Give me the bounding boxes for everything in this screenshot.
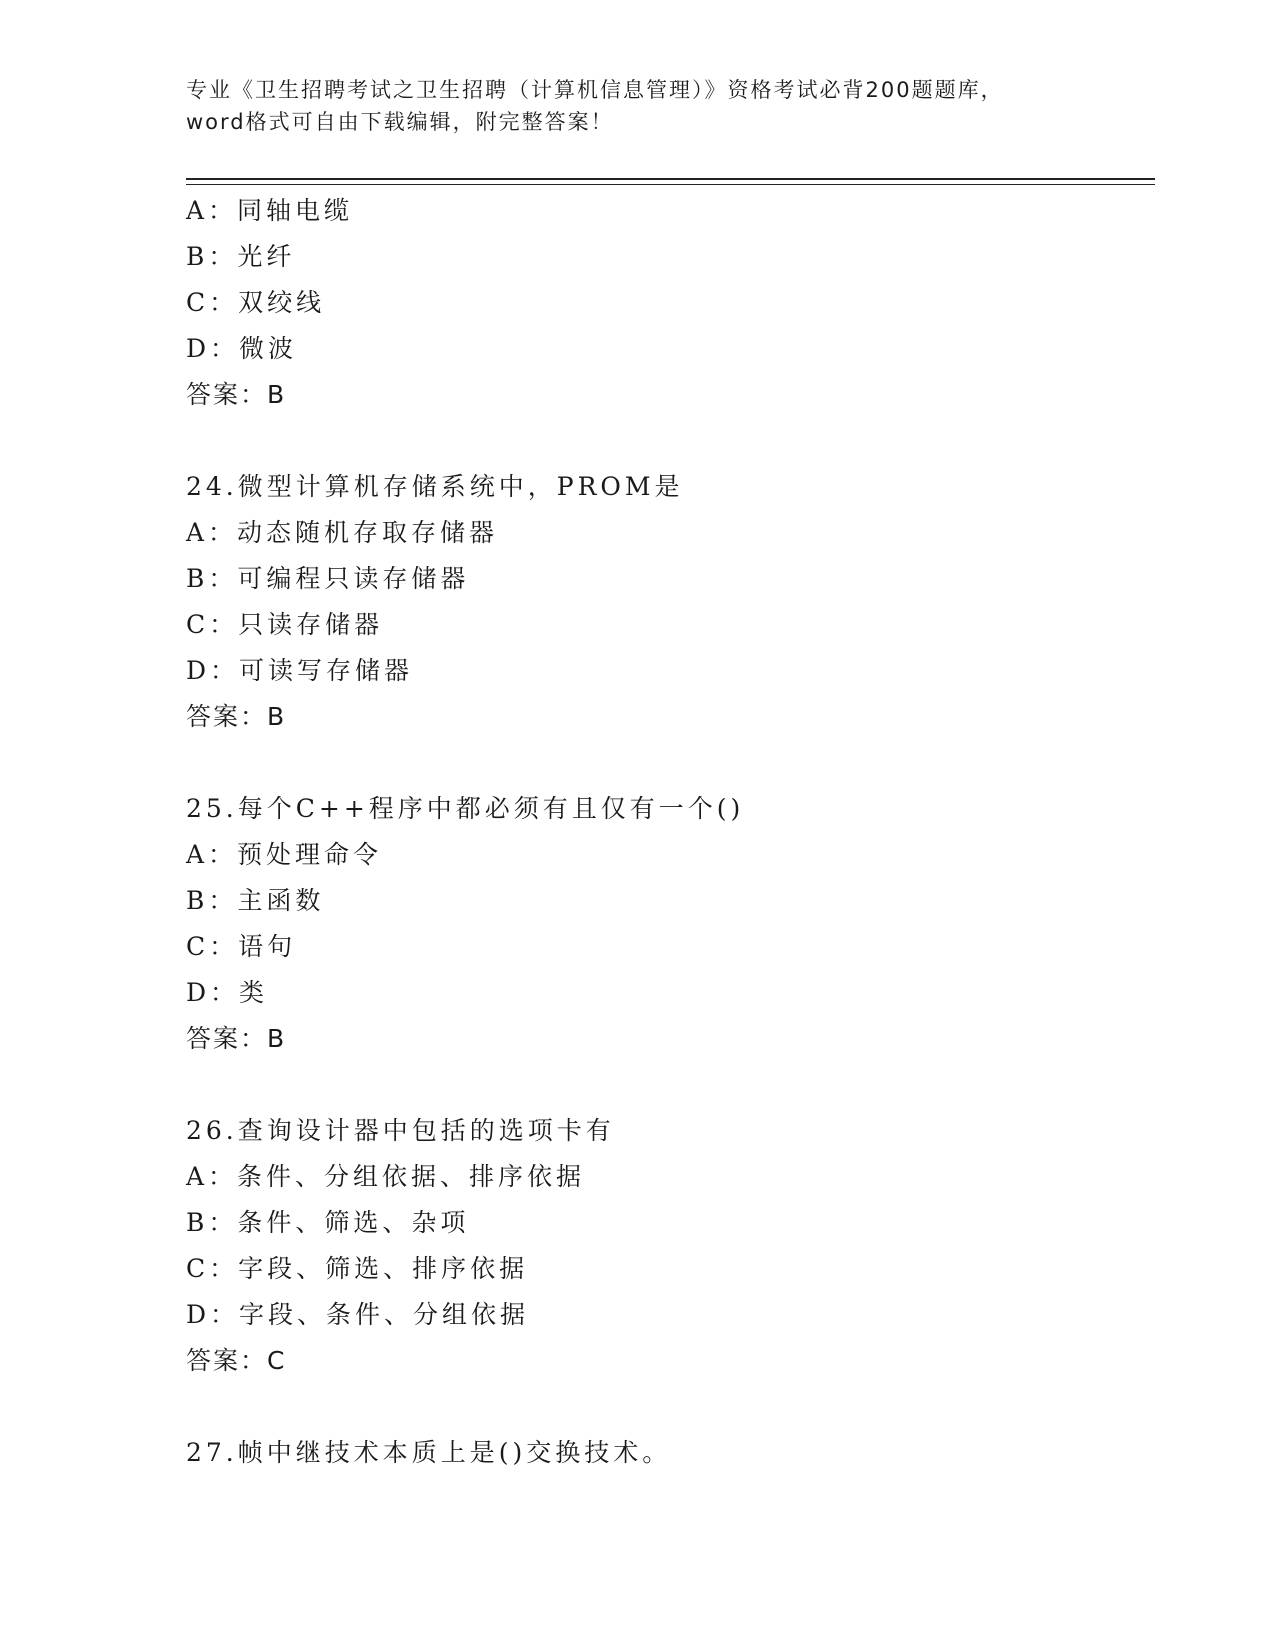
q24-option-a: A：动态随机存取存储器 <box>186 518 499 547</box>
document-header <box>186 74 1126 138</box>
header-line-2: word格式可自由下载编辑，附完整答案！ <box>186 110 614 134</box>
q25-option-d: D：类 <box>186 978 269 1007</box>
q24-option-d: D：可读写存储器 <box>186 656 414 685</box>
question-27-block <box>186 1430 1146 1476</box>
question-26-block <box>186 1108 1146 1384</box>
q25-question: 25.每个C++程序中都必须有且仅有一个() <box>186 794 745 823</box>
q23-option-d: D：微波 <box>186 334 298 363</box>
q23-option-b: B：光纤 <box>186 242 296 271</box>
q23-option-c: C：双绞线 <box>186 288 326 317</box>
q24-question: 24.微型计算机存储系统中，PROM是 <box>186 472 684 501</box>
header-line-1: 专业《卫生招聘考试之卫生招聘（计算机信息管理）》资格考试必背200题题库， <box>186 78 1004 102</box>
q23-answer: 答案：B <box>186 380 287 409</box>
q25-option-b: B：主函数 <box>186 886 325 915</box>
header-divider-thin <box>186 184 1155 185</box>
q26-option-d: D：字段、条件、分组依据 <box>186 1300 530 1329</box>
q26-option-b: B：条件、筛选、杂项 <box>186 1208 470 1237</box>
q24-option-b: B：可编程只读存储器 <box>186 564 470 593</box>
q25-answer: 答案：B <box>186 1024 287 1053</box>
q26-option-c: C：字段、筛选、排序依据 <box>186 1254 529 1283</box>
question-25-block <box>186 786 1146 1062</box>
document-body <box>186 188 1146 1476</box>
q23-option-a: A：同轴电缆 <box>186 196 354 225</box>
spacer <box>186 1384 1146 1430</box>
q26-question: 26.查询设计器中包括的选项卡有 <box>186 1116 615 1145</box>
spacer <box>186 418 1146 464</box>
question-24-block <box>186 464 1146 740</box>
question-23-block <box>186 188 1146 418</box>
header-divider-thick <box>186 178 1155 180</box>
q25-option-a: A：预处理命令 <box>186 840 383 869</box>
q24-answer: 答案：B <box>186 702 287 731</box>
spacer <box>186 740 1146 786</box>
spacer <box>186 1062 1146 1108</box>
q27-question: 27.帧中继技术本质上是()交换技术。 <box>186 1438 672 1467</box>
q26-option-a: A：条件、分组依据、排序依据 <box>186 1162 586 1191</box>
q26-answer: 答案：C <box>186 1346 287 1375</box>
q24-option-c: C：只读存储器 <box>186 610 384 639</box>
q25-option-c: C：语句 <box>186 932 297 961</box>
